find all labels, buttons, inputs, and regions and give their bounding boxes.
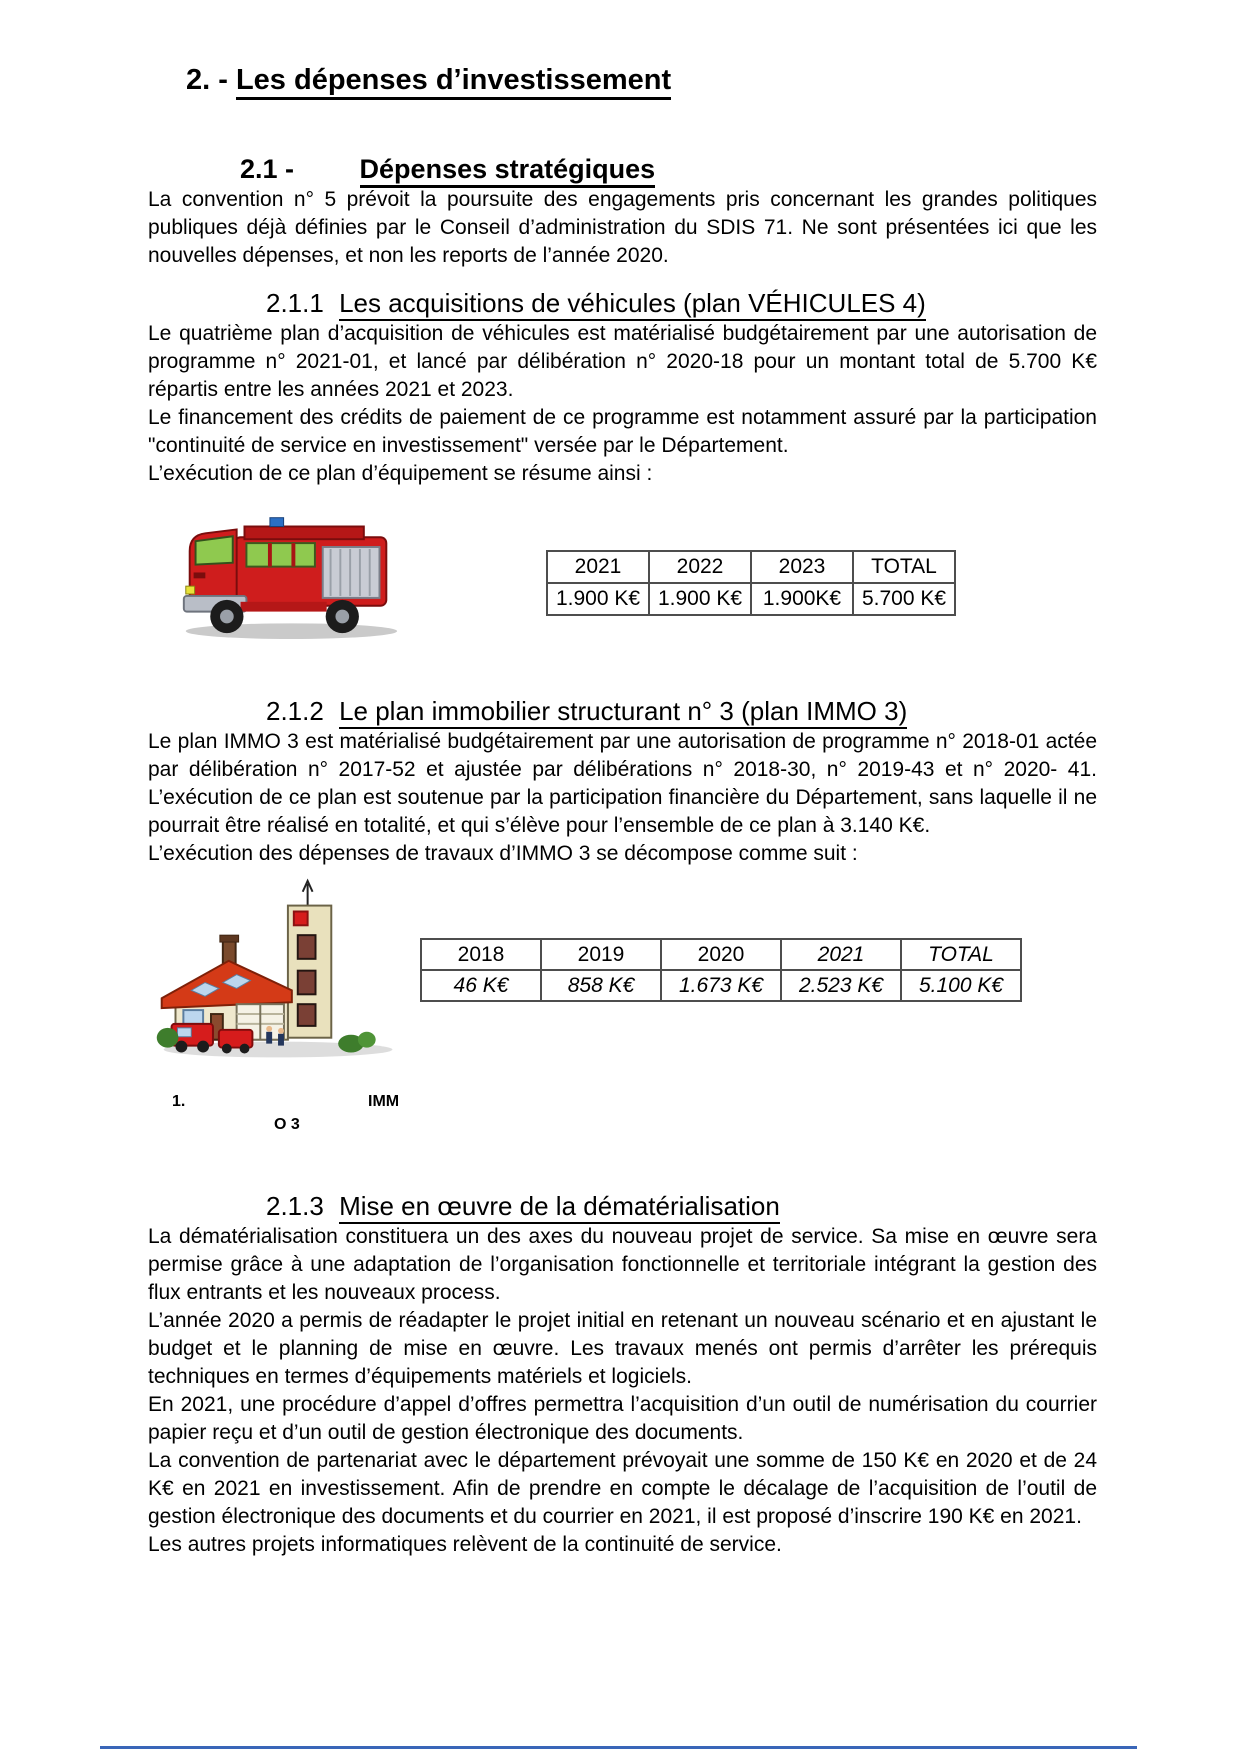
immo-value-2018: 46 K€ [421, 970, 541, 1001]
page-title-number: 2. - [186, 64, 228, 96]
heading-2-1-1 [266, 286, 1097, 320]
intro-paragraph: La convention n° 5 prévoit la poursuite des engagements pris concernant les grandes politiques publiques déjà définies par le Conseil d’administration du SDIS 71. Ne sont présentées ici que les nouvelles dépenses, et non les reports de l’année 2020. [148, 188, 1097, 267]
caption-o3: O 3 [274, 1116, 300, 1133]
immo-table [420, 938, 1022, 1002]
vehicules-table-value-row [547, 583, 955, 615]
immo-header-2018: 2018 [421, 939, 541, 970]
heading-2-1-3-text: Mise en œuvre de la dématérialisation [339, 1191, 780, 1224]
paragraph-immo-2: L’exécution des dépenses de travaux d’IMMO 3 se décompose comme suit : [148, 842, 858, 865]
vehicules-value-2023: 1.900K€ [751, 583, 853, 615]
vehicules-header-2023: 2023 [751, 551, 853, 583]
page-title-text: Les dépenses d’investissement [236, 64, 671, 100]
heading-2-1-1-text: Les acquisitions de véhicules (plan VÉHICULES 4) [339, 288, 926, 321]
heading-2-1-1-number: 2.1.1 [266, 288, 324, 318]
heading-2-1-2-text: Le plan immobilier structurant n° 3 (plan IMMO 3) [339, 696, 907, 729]
fire-station-image [156, 876, 406, 1093]
paragraph-vehicules-2: Le financement des crédits de paiement de ce programme est notamment assuré par la participation "continuité de service en investissement" versée par le Département. [148, 406, 1097, 457]
heading-2-1 [240, 152, 1097, 186]
heading-2-1-2-number: 2.1.2 [266, 696, 324, 726]
immo-table-value-row [421, 970, 1021, 1001]
paragraph-demat-2: L’année 2020 a permis de réadapter le projet initial en retenant un nouveau scénario et en ajustant le budget et le planning de mise en œuvre. Les travaux menés ont permis d’arrêter les prérequis techniques en termes d’équipements matériels et logiciels. [148, 1309, 1097, 1388]
heading-2-1-3-number: 2.1.3 [266, 1191, 324, 1221]
vehicules-value-total: 5.700 K€ [853, 583, 955, 615]
immo-value-2021: 2.523 K€ [781, 970, 901, 1001]
immo-header-2020: 2020 [661, 939, 781, 970]
vehicules-table-header-row [547, 551, 955, 583]
page-title [186, 62, 1097, 98]
footer-divider-line [100, 1746, 1137, 1749]
paragraph-demat-1: La dématérialisation constituera un des axes du nouveau projet de service. Sa mise en œuvre sera permise grâce à une adaptation de l’organisation fonctionnelle et territoriale intégrant la gestion des flux entrants et les nouveaux process. [148, 1225, 1097, 1304]
vehicules-value-2022: 1.900 K€ [649, 583, 751, 615]
vehicules-header-total: TOTAL [853, 551, 955, 583]
immo-header-2021: 2021 [781, 939, 901, 970]
vehicules-table [546, 550, 956, 616]
heading-2-1-2 [266, 694, 1097, 728]
vehicules-header-2022: 2022 [649, 551, 751, 583]
heading-2-1-text: Dépenses stratégiques [360, 154, 656, 188]
immo-value-2019: 858 K€ [541, 970, 661, 1001]
heading-2-1-3 [266, 1189, 1097, 1223]
immo-value-2020: 1.673 K€ [661, 970, 781, 1001]
vehicules-value-2021: 1.900 K€ [547, 583, 649, 615]
caption-imm: IMM [368, 1093, 400, 1110]
heading-2-1-number: 2.1 - [240, 154, 295, 184]
paragraph-demat-3: En 2021, une procédure d’appel d’offres permettra l’acquisition d’un outil de numérisation du courrier papier reçu et d’un outil de gestion électronique des documents. [148, 1393, 1097, 1444]
caption-number: 1. [172, 1093, 186, 1110]
paragraph-vehicules-3: L’exécution de ce plan d’équipement se résume ainsi : [148, 462, 653, 485]
immo-table-header-row [421, 939, 1021, 970]
vehicules-header-2021: 2021 [547, 551, 649, 583]
immo-caption [148, 1091, 1097, 1145]
immo-figure-row [156, 876, 1097, 1091]
paragraph-demat-5: Les autres projets informatiques relèvent de la continuité de service. [148, 1533, 782, 1556]
vehicules-figure-row [176, 500, 1097, 642]
immo-value-total: 5.100 K€ [901, 970, 1021, 1001]
immo-header-total: TOTAL [901, 939, 1021, 970]
paragraph-immo-1: Le plan IMMO 3 est matérialisé budgétairement par une autorisation de programme n° 2018-01 actée par délibération n° 2017-52 et ajustée par délibérations n° 2018-30, n° 2019-43 et n° 2020- 41. L’exécution de ce plan est soutenue par la participation financière du Département, sans laquelle il ne pourrait être réalisé en totalité, et qui s’élève pour l’ensemble de ce plan à 3.140 K€. [148, 730, 1097, 837]
paragraph-vehicules-1: Le quatrième plan d’acquisition de véhicules est matérialisé budgétairement par une autorisation de programme n° 2021-01, et lancé par délibération n° 2020-18 pour un montant total de 5.700 K€ répartis entre les années 2021 et 2023. [148, 322, 1097, 401]
immo-header-2019: 2019 [541, 939, 661, 970]
paragraph-demat-4: La convention de partenariat avec le département prévoyait une somme de 150 K€ en 2020 et de 24 K€ en 2021 en investissement. Afin de prendre en compte le décalage de l’acquisition de l’outil de gestion électronique des documents et du courrier en 2021, il est proposé d’inscrire 190 K€ en 2021. [148, 1449, 1097, 1528]
fire-truck-image [176, 500, 401, 647]
